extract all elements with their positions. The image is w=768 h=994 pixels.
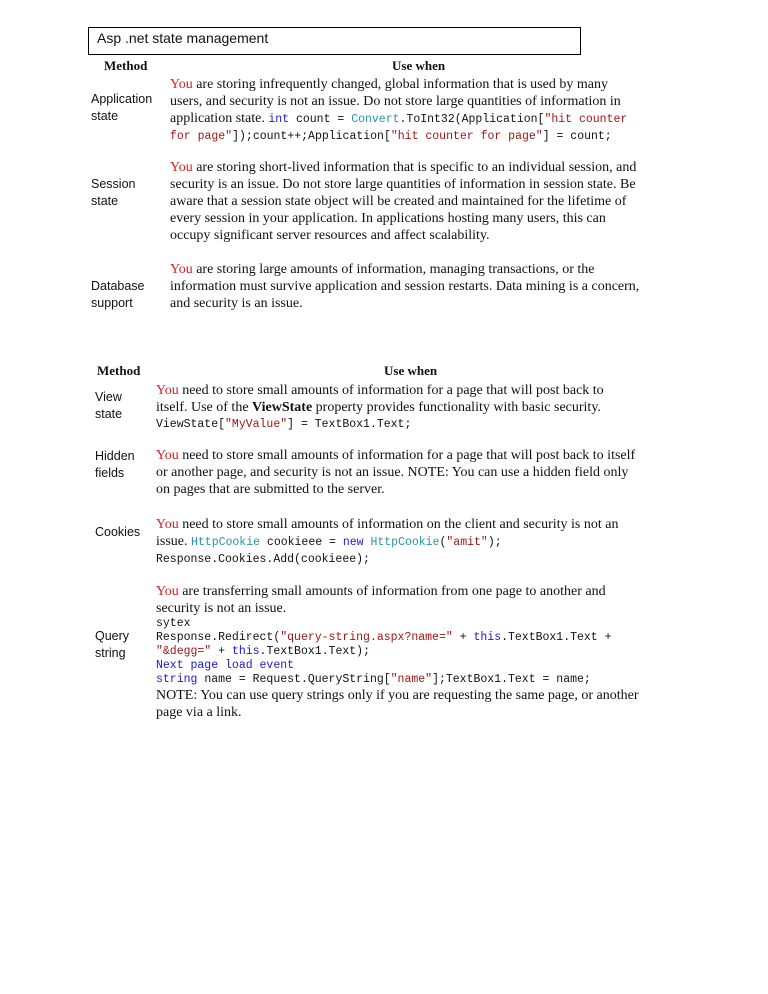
method-query-string: Query string <box>95 629 130 660</box>
table2-header-use-when: Use when <box>384 363 438 378</box>
document-title: Asp .net state management <box>88 27 581 55</box>
table1-header-use-when: Use when <box>392 58 446 73</box>
desc-session-state: You are storing short-lived information that is specific to an individual session, and security is an issue. Do not store large quantities of information in session state. Be aware that a session state object will be created and maintained for the lifetime of every session in your application. In applications hosting many users, this can occupy significant server resources and affect scalability. <box>170 160 637 243</box>
table2-header-method: Method <box>97 363 141 378</box>
method-view-state: View state <box>95 390 123 421</box>
method-session-state: Session state <box>91 177 136 208</box>
method-hidden-fields: Hidden fields <box>95 449 135 480</box>
desc-hidden-fields: You need to store small amounts of information for a page that will post back to itself or another page, and security is not an issue. NOTE: You can use a hidden field only on pages that are submitted to the server. <box>156 448 636 497</box>
desc-application-state: You are storing infrequently changed, global information that is used by many users, and security is not an issue. Do not store large quantities of information in application state. int count = Convert.ToInt32(Application["hit counter for page"]);count++;Application["hit counter for page"] = count; <box>170 77 628 143</box>
table1-header-method: Method <box>104 58 148 73</box>
method-cookies: Cookies <box>95 525 141 539</box>
desc-query-string: You are transferring small amounts of information from one page to another and security is not an issue. sytex Response.Redirect("query-string.aspx?name=" + this.TextBox1.Text + "&degg=" + this.TextBox1.Text); Next page load event string name = Request.QueryString["name"];TextBox1.Text = name; NOTE: You can use query strings only if you are requesting the same page, or another page via a link. <box>156 584 639 720</box>
desc-cookies: You need to store small amounts of information on the client and security is not an issue. HttpCookie cookieee = new HttpCookie("amit"); Response.Cookies.Add(cookieee); <box>156 517 619 566</box>
method-database-support: Database support <box>91 279 145 310</box>
method-application-state: Application state <box>91 92 153 123</box>
desc-database-support: You are storing large amounts of information, managing transactions, or the information must survive application and session restarts. Data mining is a concern, and security is an issue. <box>170 262 640 311</box>
desc-view-state: You need to store small amounts of information for a page that will post back to itself. Use of the ViewState property provides functionality with basic security. ViewState["MyValue"] = TextBox1.Text; <box>156 383 604 431</box>
